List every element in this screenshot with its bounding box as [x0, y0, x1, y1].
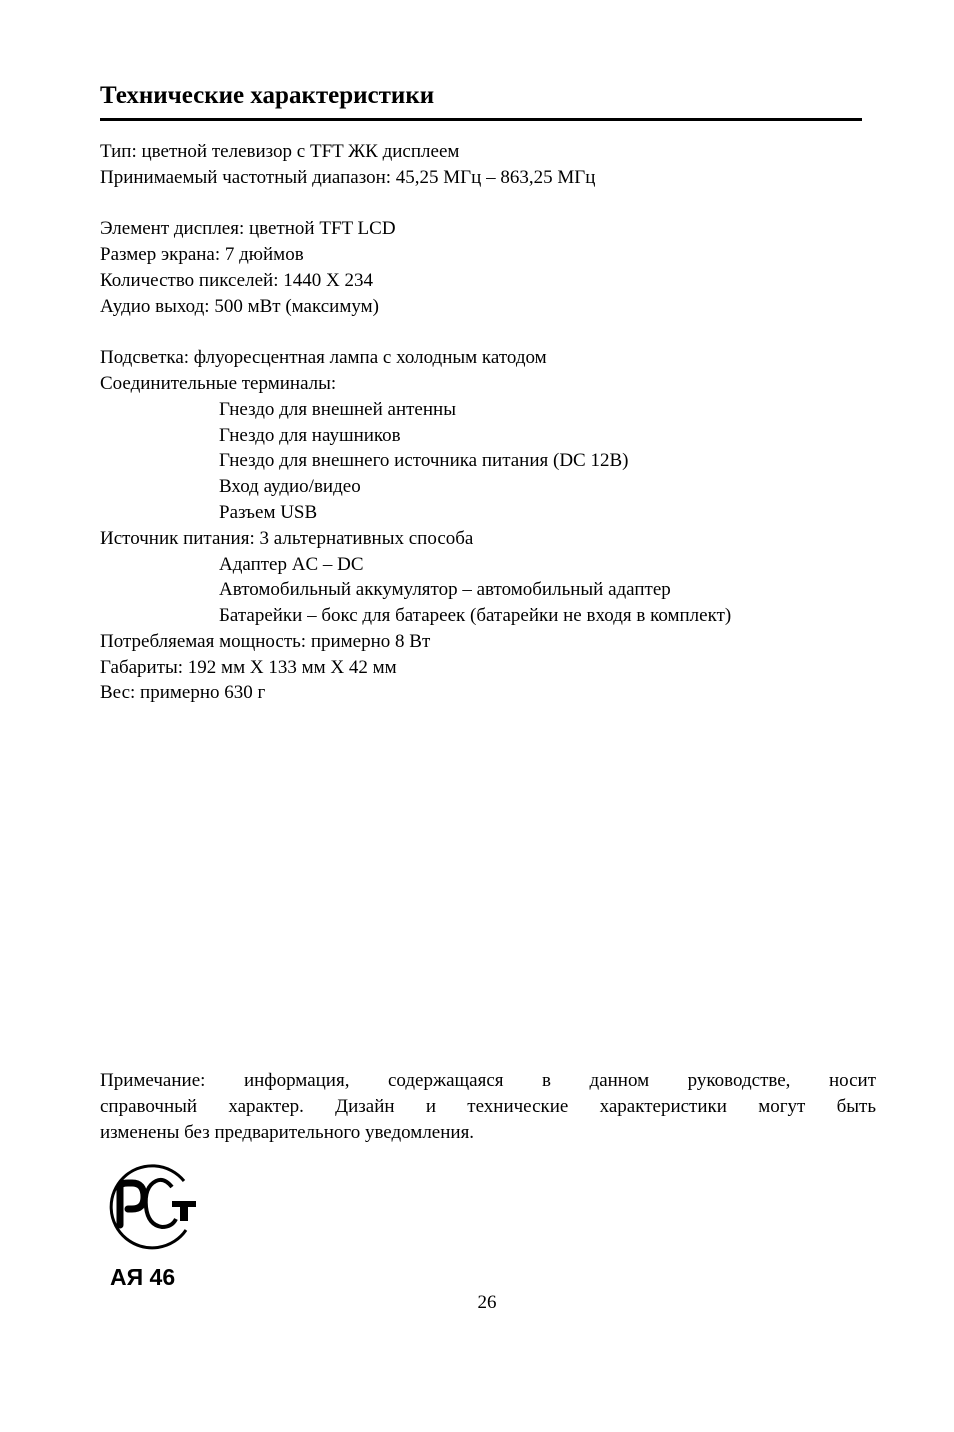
spec-item: Принимаемый частотный диапазон: 45,25 МГц – 863,25 МГц: [100, 167, 596, 188]
spec-subitem: Разъем USB: [219, 502, 318, 523]
spec-item: Тип: цветной телевизор с TFT ЖК дисплеем: [100, 141, 460, 162]
page-title: Технические характеристики: [100, 82, 435, 109]
spec-item: Потребляемая мощность: примерно 8 Вт: [100, 631, 431, 652]
spec-item: Количество пикселей: 1440 X 234: [100, 270, 373, 291]
spec-subitem: Автомобильный аккумулятор – автомобильный адаптер: [219, 579, 671, 600]
spec-subitem: Гнездо для внешнего источника питания (DC 12В): [219, 450, 629, 471]
spec-subitem: Гнездо для наушников: [219, 425, 401, 446]
spec-item: Размер экрана: 7 дюймов: [100, 244, 304, 265]
page-number: 26: [477, 1292, 497, 1313]
spec-subitem: Гнездо для внешней антенны: [219, 399, 456, 420]
spec-item: Соединительные терминалы:: [100, 373, 337, 394]
spec-subitem: Батарейки – бокс для батареек (батарейки не входя в комплект): [219, 605, 732, 626]
note-line-2: справочный характер. Дизайн и технические характеристики могут быть: [100, 1096, 876, 1117]
spec-item: Элемент дисплея: цветной TFT LCD: [100, 218, 396, 239]
spec-item: Вес: примерно 630 г: [100, 682, 266, 703]
spec-item: Источник питания: 3 альтернативных способа: [100, 528, 474, 549]
note-line-3: изменены без предварительного уведомления.: [100, 1122, 475, 1143]
disclaimer-note: [100, 1068, 876, 1146]
rst-certification-mark: [100, 1163, 200, 1253]
rst-logo-icon: [100, 1163, 200, 1253]
spec-subitem: Адаптер AC – DC: [219, 554, 364, 575]
note-line-1: Примечание: информация, содержащаяся в данном руководстве, носит: [100, 1070, 876, 1091]
certification-code: АЯ 46: [110, 1264, 176, 1290]
spec-item: Аудио выход: 500 мВт (максимум): [100, 296, 379, 317]
spec-item: Подсветка: флуоресцентная лампа с холодным катодом: [100, 347, 547, 368]
title-rule: [100, 118, 862, 121]
spec-item: Габариты: 192 мм X 133 мм X 42 мм: [100, 657, 397, 678]
spec-subitem: Вход аудио/видео: [219, 476, 361, 497]
